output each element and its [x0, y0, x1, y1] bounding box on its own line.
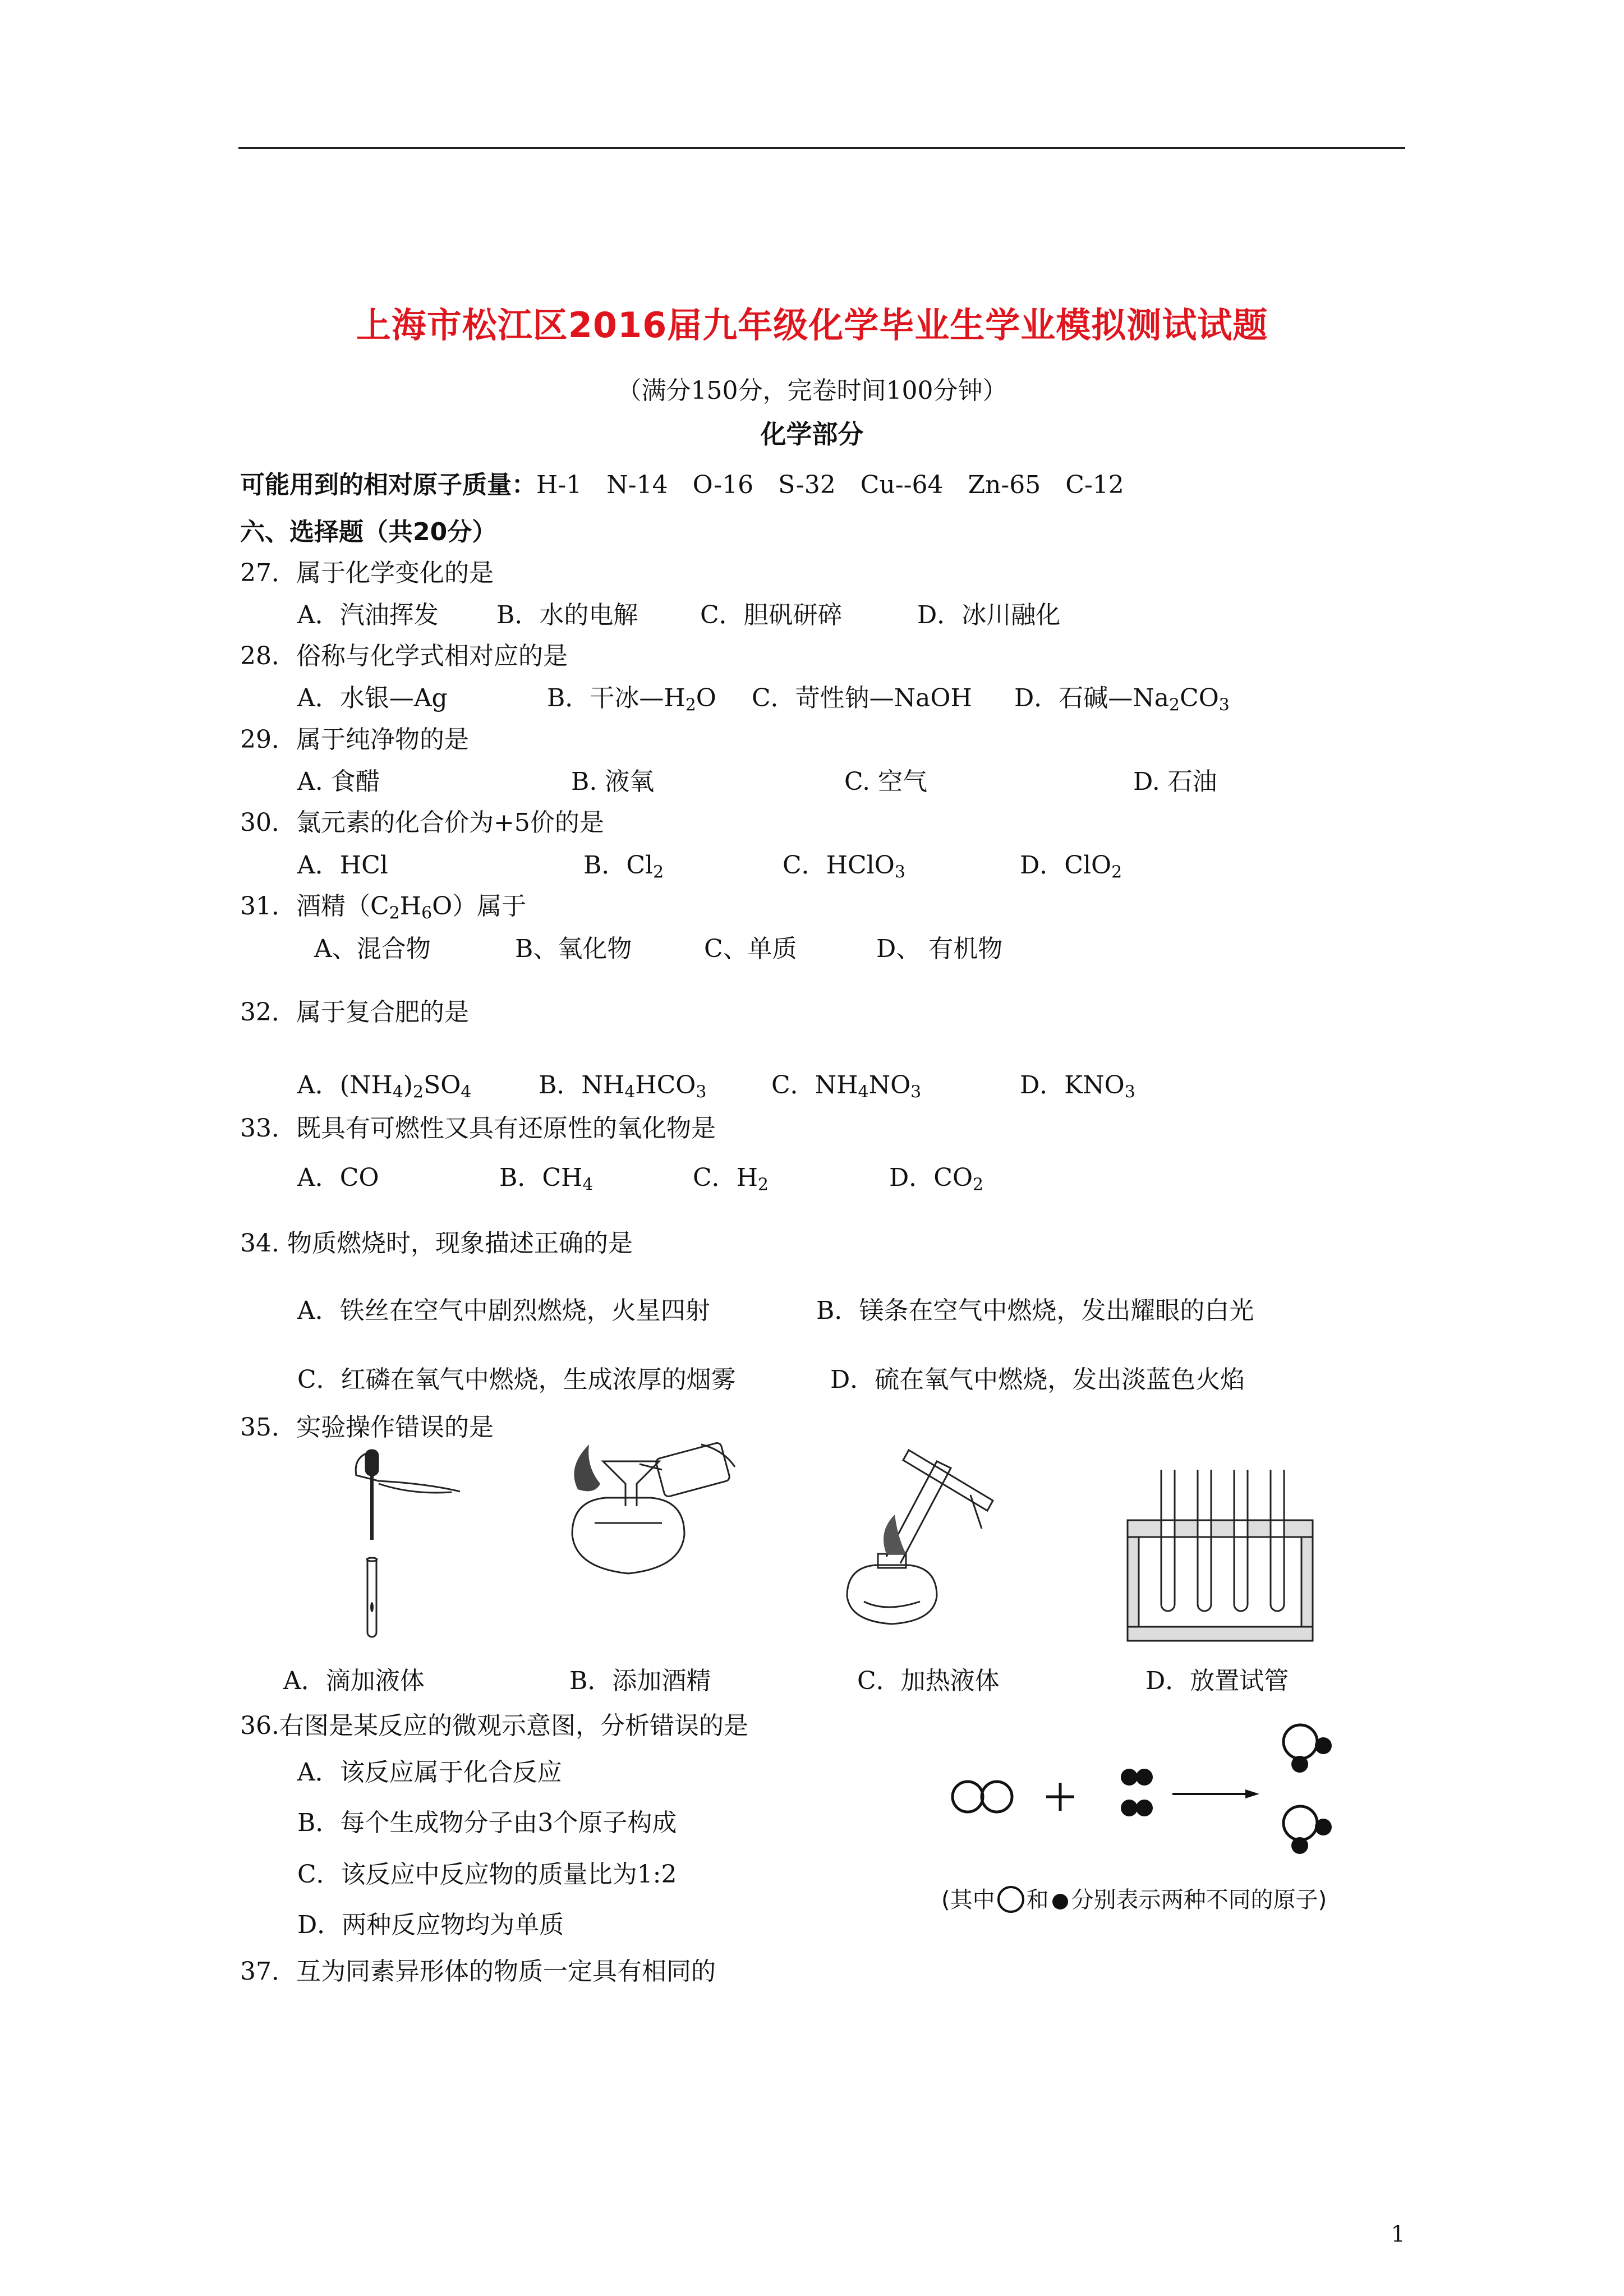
question-37-stem: 37．互为同素异形体的物质一定具有相同的: [240, 1957, 716, 1986]
question-33-stem: 33．既具有可燃性又具有还原性的氧化物是: [240, 1114, 716, 1143]
q30-option-a: A．HCl: [297, 851, 388, 880]
part-heading: 化学部分: [760, 419, 864, 449]
question-29-stem: 29．属于纯净物的是: [240, 725, 469, 754]
q36-option-a: A．该反应属于化合反应: [297, 1758, 562, 1787]
q31-option-b: B、氧化物: [515, 935, 632, 963]
dropper-test-tube-figure: [314, 1444, 460, 1646]
question-30-stem: 30．氯元素的化合价为+5价的是: [240, 808, 604, 837]
q35-option-c: C．加热液体: [857, 1667, 1000, 1695]
q35-option-d: D．放置试管: [1145, 1667, 1289, 1695]
q34-option-d: D．硫在氧气中燃烧，发出淡蓝色火焰: [830, 1365, 1245, 1394]
q29-option-c: C. 空气: [844, 767, 928, 796]
q28-option-c: C．苛性钠—NaOH: [752, 684, 972, 712]
diagram-caption: (其中 和 分别表示两种不同的原子): [941, 1887, 1327, 1913]
q36-option-c: C．该反应中反应物的质量比为1:2: [297, 1860, 677, 1889]
q31-option-c: C、单质: [704, 935, 797, 963]
page-number: 1: [1391, 2221, 1405, 2247]
adding-alcohol-figure: [555, 1439, 746, 1607]
q35-option-b: B．添加酒精: [569, 1667, 711, 1695]
q27-option-a: A．汽油挥发: [297, 601, 439, 629]
section-heading: 六、选择题（共20分）: [240, 518, 497, 546]
q29-option-a: A. 食醋: [297, 767, 380, 796]
q36-option-d: D．两种反应物均为单质: [297, 1911, 564, 1939]
atomic-mass-line: [240, 464, 1124, 500]
q34-option-c: C．红磷在氧气中燃烧，生成浓厚的烟雾: [297, 1365, 736, 1394]
q36-option-b: B．每个生成物分子由3个原子构成: [297, 1809, 677, 1837]
q33-option-d: D．$CO_2$: [889, 1163, 984, 1195]
q28-option-b: B．干冰$—H_2O$: [547, 684, 716, 715]
q29-option-d: D. 石油: [1133, 767, 1217, 796]
heating-liquid-figure: [825, 1428, 1027, 1630]
q28-option-a: A．水银—Ag: [297, 684, 448, 712]
question-32-stem: 32．属于复合肥的是: [240, 998, 469, 1027]
q32-option-c: C．$NH_4NO_3$: [771, 1071, 922, 1102]
question-36-stem: 36.右图是某反应的微观示意图，分析错误的是: [240, 1711, 748, 1740]
exam-info: （满分150分，完卷时间100分钟）: [617, 376, 1007, 405]
q31-option-a: A、混合物: [314, 935, 431, 963]
q32-option-a: A．$(NH_4)_2SO_4$: [297, 1071, 472, 1102]
q33-option-a: A．CO: [297, 1163, 379, 1192]
q34-option-b: B．镁条在空气中燃烧，发出耀眼的白光: [816, 1296, 1254, 1325]
page-title: 上海市松江区2016届九年级化学毕业生学业模拟测试试题: [356, 305, 1268, 346]
q30-option-c: C．HClO$_3$: [783, 851, 905, 882]
question-28-stem: 28．俗称与化学式相对应的是: [240, 642, 568, 670]
header-rule: [238, 147, 1405, 149]
q32-option-b: B．$NH_4HCO_3$: [539, 1071, 707, 1102]
q27-option-c: C．胆矾研碎: [700, 601, 843, 629]
q33-option-b: B．$CH_4$: [499, 1163, 594, 1195]
q28-option-d: D．石碱$—Na_2CO_3$: [1014, 684, 1230, 715]
reaction-diagram: [942, 1717, 1346, 1868]
q30-option-b: B．$Cl_2$: [583, 851, 664, 882]
q27-option-b: B．水的电解: [496, 601, 638, 629]
q33-option-c: C．$H_2$: [693, 1163, 769, 1195]
question-27-stem: 27．属于化学变化的是: [240, 559, 494, 587]
hollow-atom-icon: [997, 1886, 1024, 1913]
q31-option-d: D、 有机物: [876, 935, 1003, 963]
question-35-stem: 35．实验操作错误的是: [240, 1413, 494, 1442]
test-tube-rack-figure: [1122, 1464, 1318, 1644]
solid-atom-icon: [1052, 1894, 1068, 1910]
q34-option-a: A．铁丝在空气中剧烈燃烧，火星四射: [297, 1296, 710, 1325]
atomic-mass-label: 可能用到的相对原子质量：: [240, 471, 536, 499]
question-34-stem: 34. 物质燃烧时，现象描述正确的是: [240, 1229, 633, 1258]
atomic-mass-values: H-1 N-14 O-16 S-32 Cu--64 Zn-65 C-12: [536, 471, 1124, 499]
question-31-stem: 31．酒精$(C_2H_6O)$属于: [240, 892, 527, 923]
q29-option-b: B. 液氧: [571, 767, 655, 796]
q35-option-a: A．滴加液体: [283, 1667, 425, 1695]
q32-option-d: D．$KNO_3$: [1020, 1071, 1135, 1102]
q30-option-d: D．ClO$_2$: [1020, 851, 1122, 882]
q27-option-d: D．冰川融化: [917, 601, 1061, 629]
